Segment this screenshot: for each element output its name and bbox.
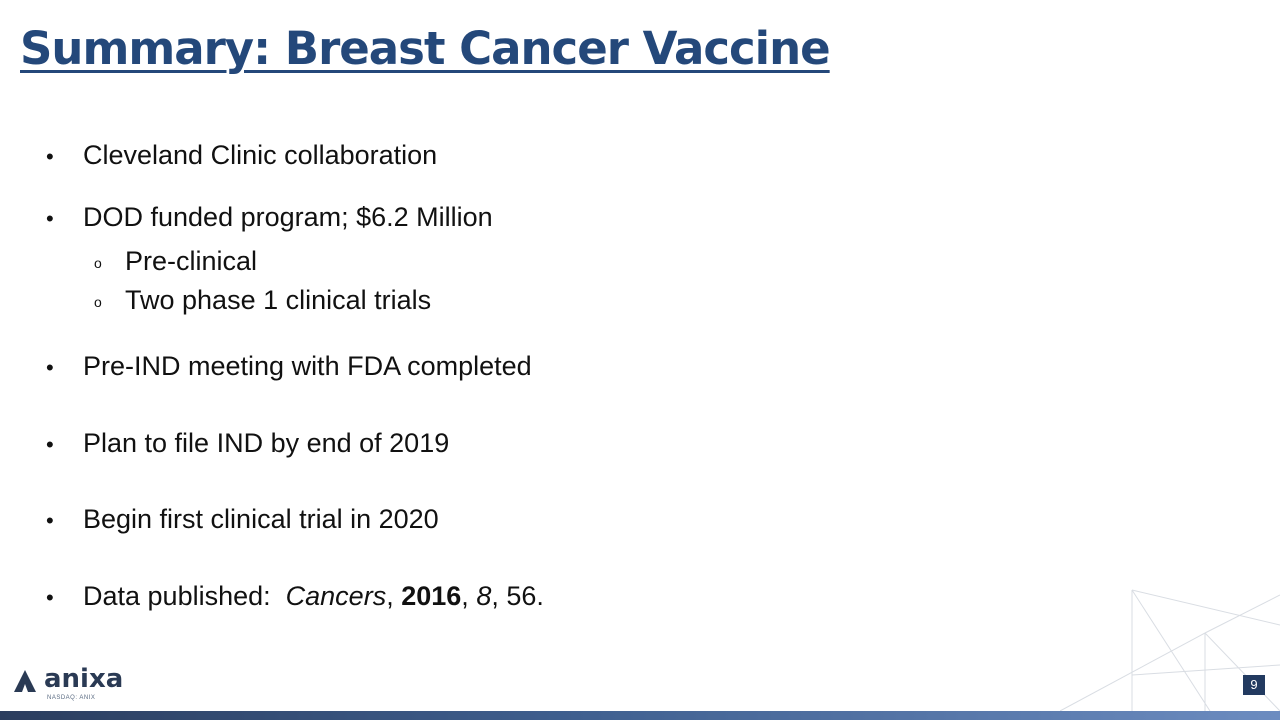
logo-ticker: NASDAQ: ANIX [47,695,96,701]
citation-volume: 8 [476,581,492,611]
logo-triangle-icon [14,670,40,692]
bullet-text: Cleveland Clinic collaboration [83,140,438,170]
bullet-icon: • [46,355,54,380]
sub-bullet-icon: o [94,293,102,310]
bullet-item [46,140,437,171]
logo-text: anixa [44,664,124,694]
company-logo [14,666,134,706]
bullet-text: Begin first clinical trial in 2020 [83,504,439,534]
bullet-item [46,351,532,382]
sub-bullet-text: Pre-clinical [125,246,258,276]
sub-bullet-item [94,285,431,316]
bullet-icon: • [46,585,54,610]
bullet-icon: • [46,144,54,169]
bullet-text: Pre-IND meeting with FDA completed [83,351,532,381]
sub-bullet-item [94,246,257,277]
citation-bullet: • Data published: Cancers, 2016, 8, 56. [46,581,544,611]
bullet-text: DOD funded program; $6.2 Million [83,202,493,232]
page-number: 9 [1243,675,1265,695]
citation-prefix: Data published: [83,581,271,611]
bullet-item [46,504,439,535]
citation-journal: Cancers [285,581,387,611]
slide-title: Summary: Breast Cancer Vaccine [20,22,830,75]
bullet-item [46,428,449,459]
bullet-icon: • [46,508,54,533]
bullet-icon: • [46,432,54,457]
bullet-item [46,202,493,233]
citation-page: 56. [506,581,544,611]
sub-bullet-text: Two phase 1 clinical trials [125,285,432,315]
citation-year: 2016 [401,581,462,611]
bullet-icon: • [46,206,54,231]
footer-bar [0,711,1280,720]
bullet-text: Plan to file IND by end of 2019 [83,428,450,458]
sub-bullet-icon: o [94,254,102,271]
